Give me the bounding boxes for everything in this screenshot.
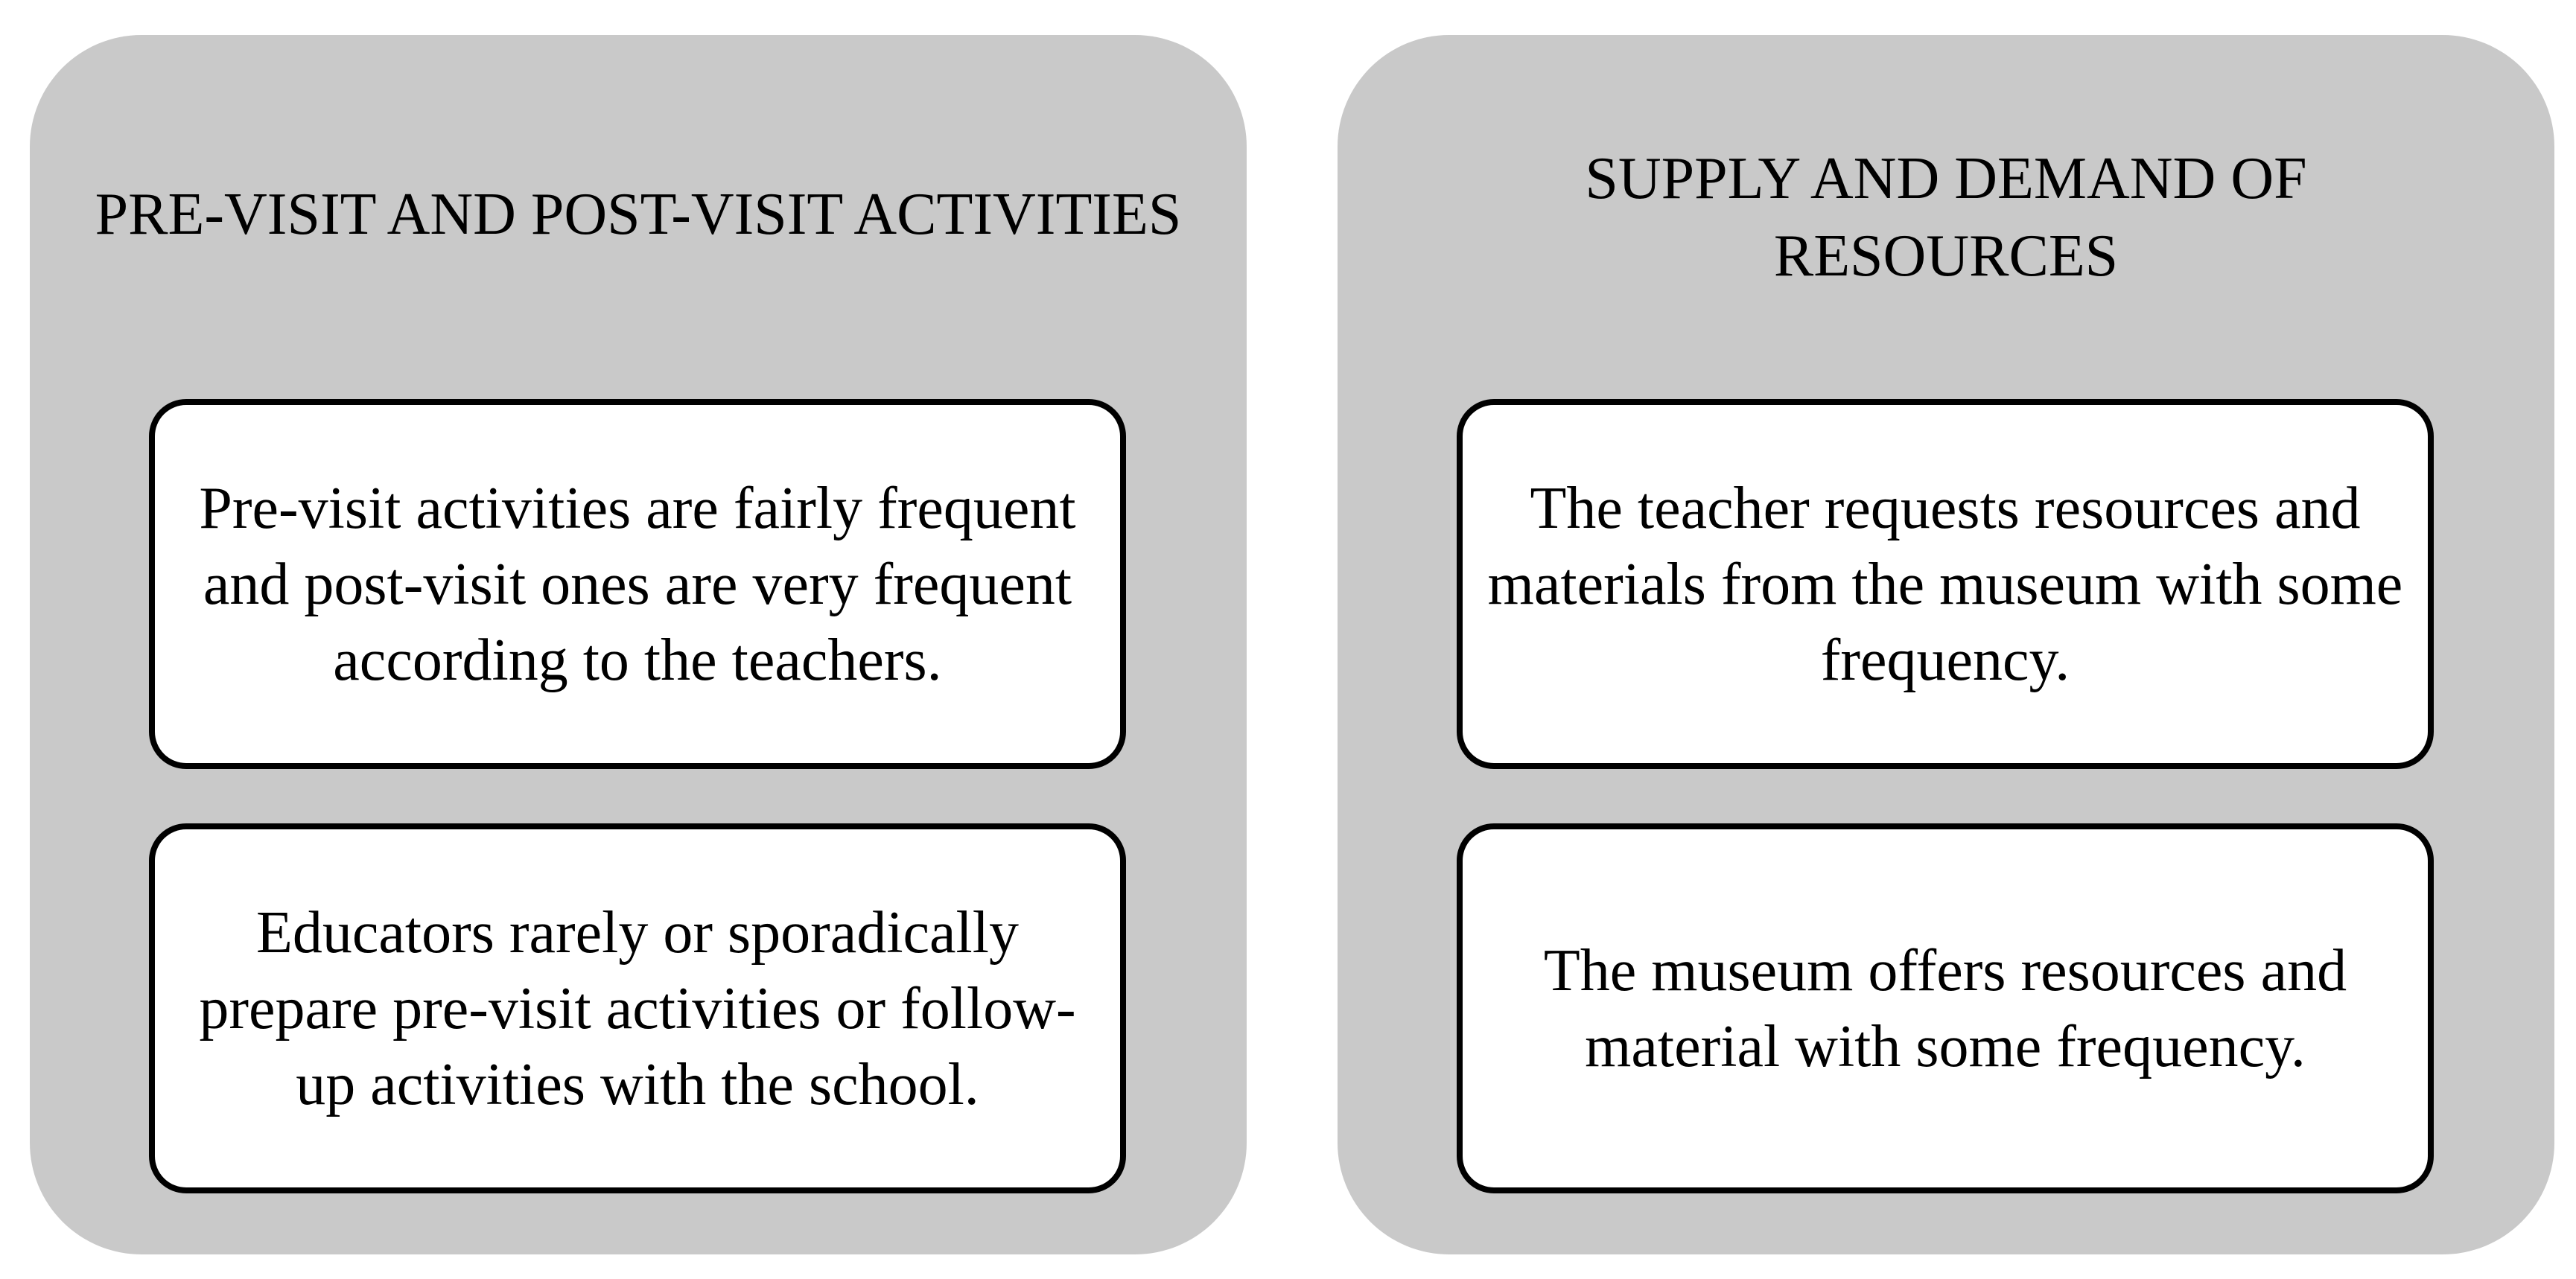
statement-box (149, 399, 1126, 769)
statement-text: The museum offers resources and material with some frequency. (1543, 937, 2347, 1079)
statement-box (1457, 399, 2434, 769)
statement-text: Pre-visit activities are fairly frequent and post-visit ones are very frequent according to the teachers. (199, 475, 1076, 693)
statement-box (1457, 823, 2434, 1193)
panel-supply-demand-resources (1338, 35, 2554, 1254)
panel-title: SUPPLY AND DEMAND OF RESOURCES (1585, 146, 2307, 289)
panel-pre-post-visit-activities (30, 35, 1247, 1254)
statement-box (149, 823, 1126, 1193)
statement-text: The teacher requests resources and materials from the museum with some frequency. (1487, 475, 2403, 693)
statement-text: Educators rarely or sporadically prepare pre-visit activities or follow-up activities with the school. (199, 899, 1076, 1117)
panel-title: PRE-VISIT AND POST-VISIT ACTIVITIES (95, 182, 1182, 247)
